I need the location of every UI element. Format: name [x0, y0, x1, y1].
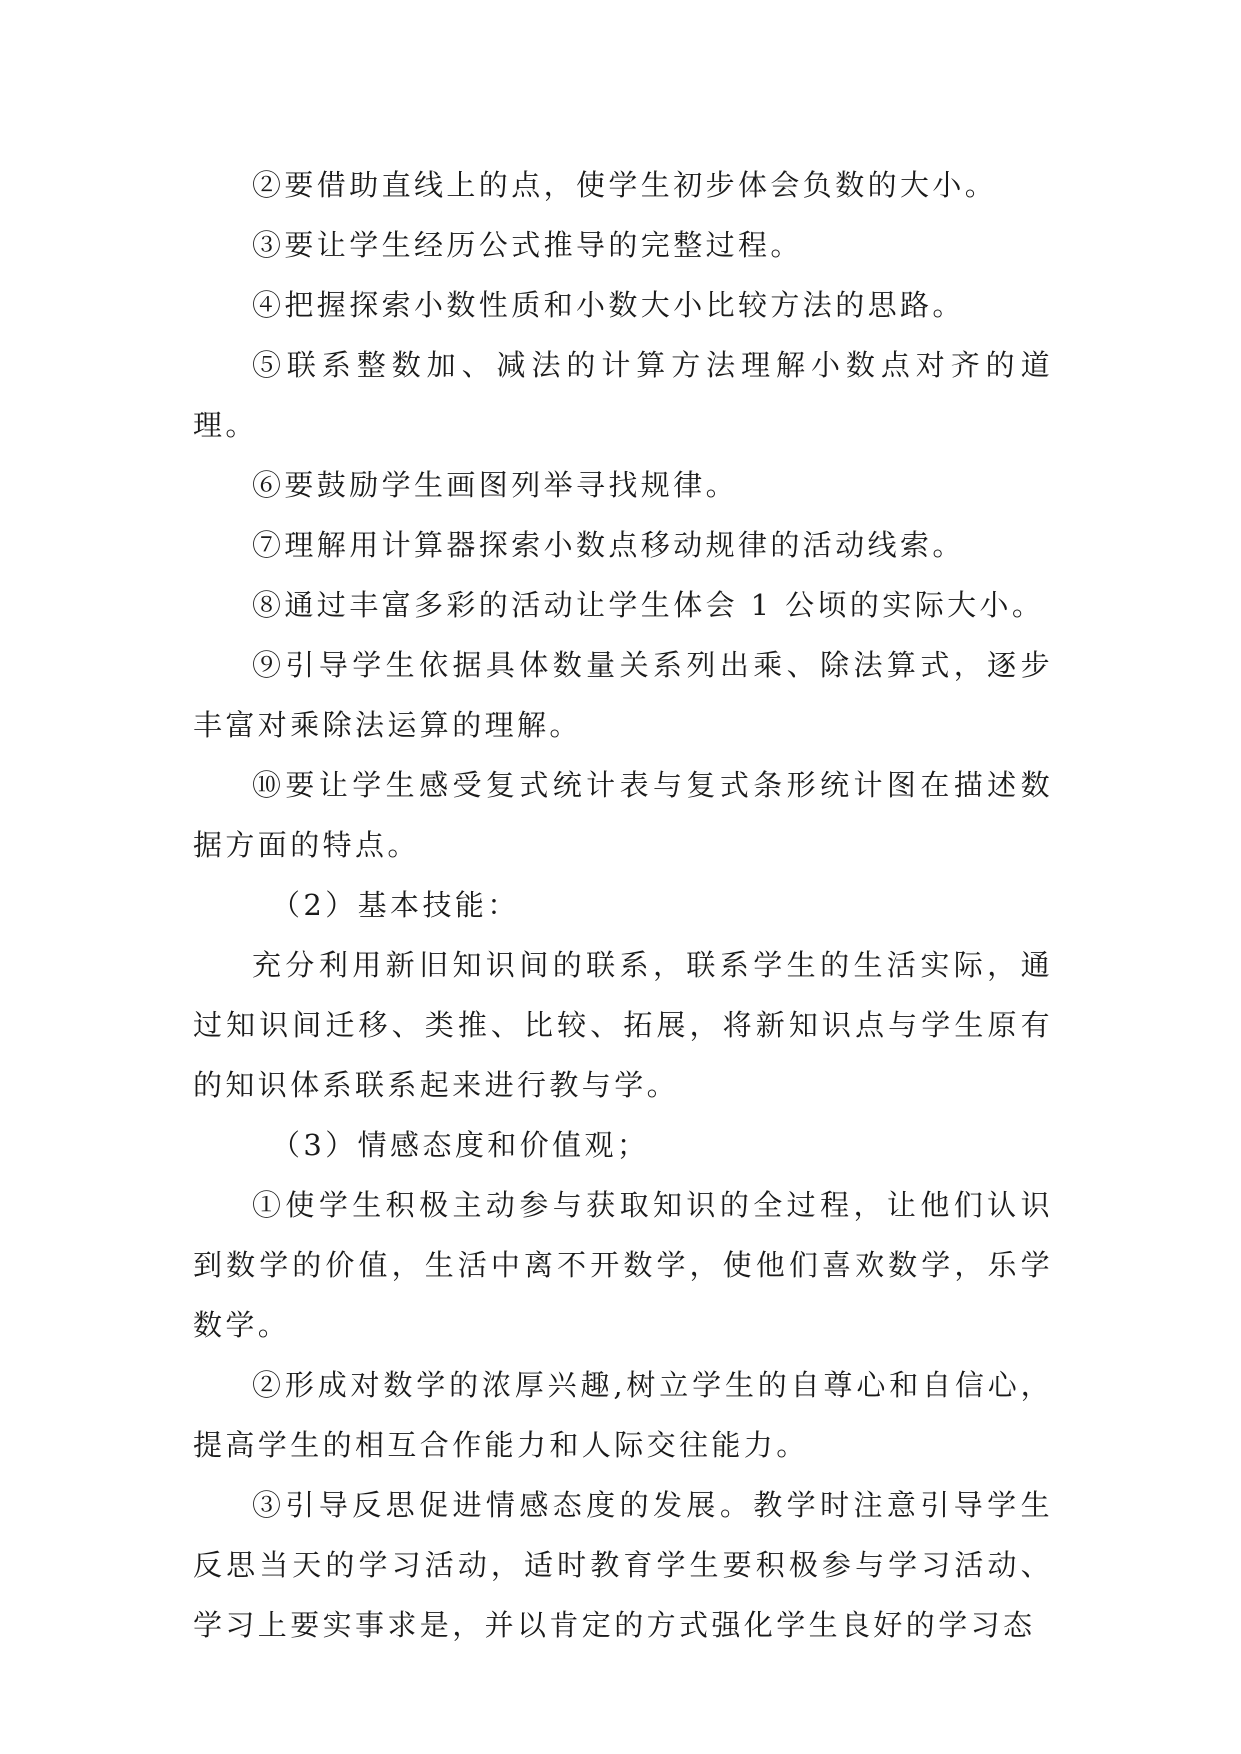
- paragraph-goal-4: ④把握探索小数性质和小数大小比较方法的思路。: [252, 288, 965, 322]
- section-heading-attitudes: （3）情感态度和价值观；: [271, 1128, 650, 1162]
- paragraph-attitude-3: ③引导反思促进情感态度的发展。教学时注意引导学生反思当天的学习活动，适时教育学生要积极参与学习活动、学习上要实事求是，并以肯定的方式强化学生良好的学习态: [193, 1488, 1053, 1642]
- body-text: [193, 155, 1053, 1655]
- paragraph-goal-5: ⑤联系整数加、减法的计算方法理解小数点对齐的道理。: [193, 348, 1053, 442]
- paragraph-attitude-1: ①使学生积极主动参与获取知识的全过程，让他们认识到数学的价值，生活中离不开数学，使他们喜欢数学，乐学数学。: [193, 1188, 1053, 1342]
- paragraph-goal-7: ⑦理解用计算器探索小数点移动规律的活动线索。: [252, 528, 965, 562]
- paragraph-goal-3: ③要让学生经历公式推导的完整过程。: [252, 228, 803, 262]
- paragraph-goal-6: ⑥要鼓励学生画图列举寻找规律。: [252, 468, 739, 502]
- paragraph-goal-9: ⑨引导学生依据具体数量关系列出乘、除法算式，逐步丰富对乘除法运算的理解。: [193, 648, 1053, 742]
- paragraph-attitude-2: ②形成对数学的浓厚兴趣,树立学生的自尊心和自信心，提高学生的相互合作能力和人际交往能力。: [193, 1368, 1053, 1462]
- paragraph-goal-2: ②要借助直线上的点，使学生初步体会负数的大小。: [252, 168, 998, 202]
- section-heading-basic-skills: （2）基本技能：: [271, 888, 520, 922]
- paragraph-goal-8: ⑧通过丰富多彩的活动让学生体会 1 公顷的实际大小。: [252, 588, 1045, 622]
- paragraph-goal-10: ⑩要让学生感受复式统计表与复式条形统计图在描述数据方面的特点。: [193, 768, 1053, 862]
- paragraph-basic-skills: 充分利用新旧知识间的联系，联系学生的生活实际，通过知识间迁移、类推、比较、拓展，将新知识点与学生原有的知识体系联系起来进行教与学。: [193, 948, 1053, 1102]
